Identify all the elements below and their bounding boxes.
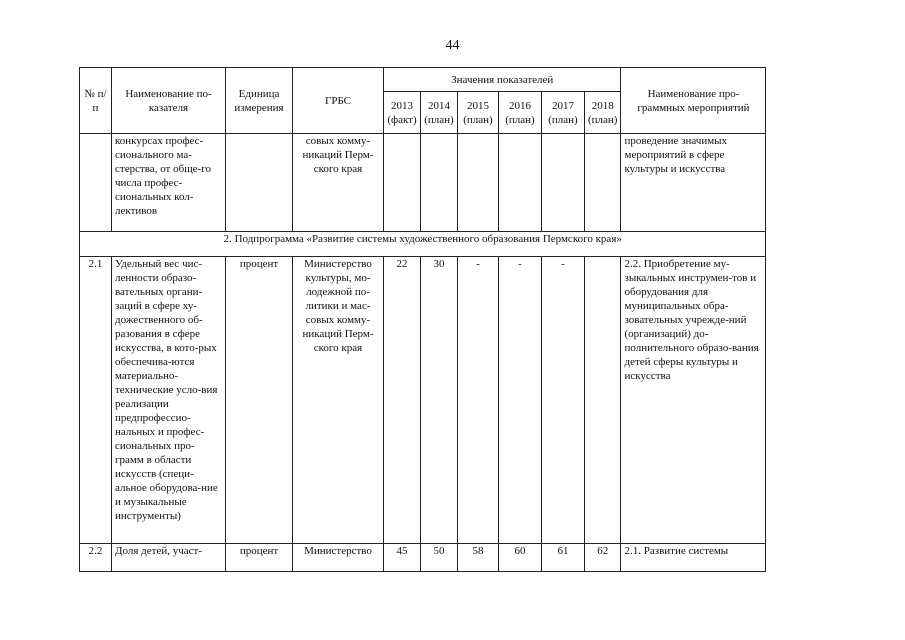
row-grbs: Министерство культуры, мо-лодежной по-литики и мас-совых комму-никаций Перм-ского края: [293, 257, 384, 544]
header-year-2014: 2014 (план): [421, 92, 458, 134]
header-values-group: Значения показателей: [384, 68, 621, 92]
row-value-2015: -: [458, 257, 499, 544]
row-value-2016: -: [499, 257, 542, 544]
header-year-2013: 2013 (факт): [384, 92, 421, 134]
header-indicator-name: Наименование по-казателя: [112, 68, 226, 134]
header-unit: Единица измерения: [226, 68, 293, 134]
row-num: 2.2: [80, 544, 112, 572]
row-value-2017: [542, 134, 585, 232]
row-value-2013: [384, 134, 421, 232]
row-indicator-name: Удельный вес чис-ленности образо-вательных органи-заций в сфере ху-дожественного об-разования в сфере искусства, в кото-рых обеспечива-ются материально-технические усло-вия реализации предпрофессио-нальных и профес-сиональных про-грамм в области искусств (специ-альное оборудова-ние и музыкальные инструменты): [112, 257, 226, 544]
row-value-2018: 62: [585, 544, 621, 572]
subprogram-heading: 2. Подпрограмма «Развитие системы художественного образования Пермского края»: [80, 232, 766, 257]
row-num: [80, 134, 112, 232]
row-value-2017: 61: [542, 544, 585, 572]
row-value-2018: [585, 134, 621, 232]
row-value-2016: 60: [499, 544, 542, 572]
row-value-2018: [585, 257, 621, 544]
row-value-2014: 50: [421, 544, 458, 572]
row-program: 2.1. Развитие системы: [621, 544, 766, 572]
row-value-2017: -: [542, 257, 585, 544]
header-program: Наименование про-граммных мероприятий: [621, 68, 766, 134]
row-program: 2.2. Приобретение му-зыкальных инструмен-тов и оборудования для муниципальных обра-зовательных учрежде-ний (организаций) до-полнительного образо-вания детей сферы культуры и искусства: [621, 257, 766, 544]
table-row: [80, 257, 766, 544]
row-grbs: совых комму-никаций Перм-ского края: [293, 134, 384, 232]
row-program: проведение значимых мероприятий в сфере культуры и искусства: [621, 134, 766, 232]
row-value-2016: [499, 134, 542, 232]
row-indicator-name: Доля детей, участ-: [112, 544, 226, 572]
indicators-table: [79, 67, 766, 572]
row-unit: процент: [226, 257, 293, 544]
row-indicator-name: конкурсах профес-сионального ма-стерства, от обще-го числа профес-сиональных кол-лективов: [112, 134, 226, 232]
header-year-2016: 2016 (план): [499, 92, 542, 134]
row-value-2014: [421, 134, 458, 232]
table-row: [80, 544, 766, 572]
header-year-2015: 2015 (план): [458, 92, 499, 134]
header-year-2018: 2018 (план): [585, 92, 621, 134]
row-value-2014: 30: [421, 257, 458, 544]
row-unit: [226, 134, 293, 232]
page-number: 44: [445, 38, 460, 53]
row-num: 2.1: [80, 257, 112, 544]
header-grbs: ГРБС: [293, 68, 384, 134]
row-grbs: Министерство: [293, 544, 384, 572]
header-num: № п/п: [80, 68, 112, 134]
row-value-2013: 45: [384, 544, 421, 572]
header-row-1: [80, 68, 766, 92]
row-value-2013: 22: [384, 257, 421, 544]
row-unit: процент: [226, 544, 293, 572]
table-row: [80, 134, 766, 232]
section-row: [80, 232, 766, 257]
row-value-2015: [458, 134, 499, 232]
header-year-2017: 2017 (план): [542, 92, 585, 134]
row-value-2015: 58: [458, 544, 499, 572]
